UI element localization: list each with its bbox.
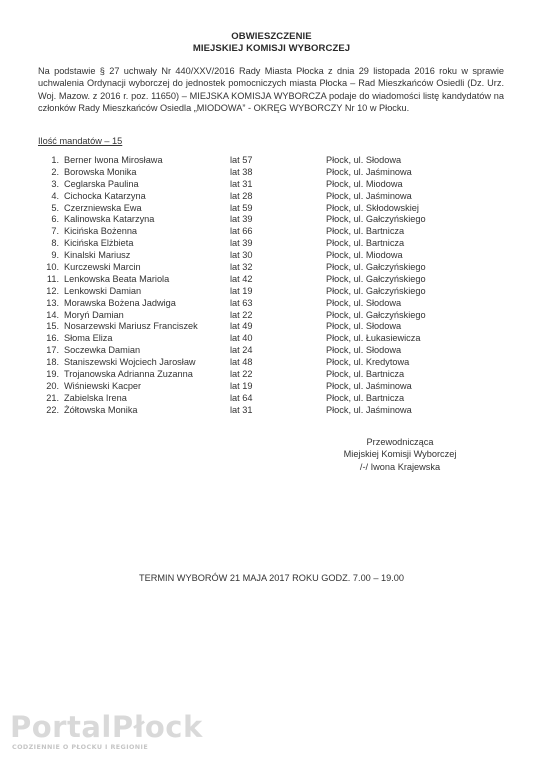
candidate-number: 15. (46, 321, 59, 332)
candidate-number: 11. (46, 273, 59, 284)
candidate-number: 21. (46, 392, 59, 403)
candidate-address: Płock, ul. Słodowa (326, 345, 402, 356)
candidate-age: lat 59 (230, 202, 253, 213)
candidate-number: 12. (46, 285, 59, 296)
intro-text-part1: Na podstawie § 27 uchwały Nr 440/XXV/2016 Rady Miasta Płocka z dnia 29 listopada 2016 roku w sprawie uchwalenia Ordynacji wyborczej do jednostek pomocniczych miasta Płocka – Rad Mieszkańców Osiedli (Dz. Urz. Woj. Mazow. z 2016 r. poz. 11650) – (38, 66, 504, 101)
candidate-address: Płock, ul. Miodowa (326, 178, 403, 189)
candidate-address: Płock, ul. Miodowa (326, 250, 403, 261)
candidate-name: Słoma Eliza (64, 333, 113, 344)
candidate-row (38, 298, 508, 310)
candidate-name: Moryń Damian (64, 309, 124, 320)
signature-block (310, 436, 490, 473)
candidate-age: lat 32 (230, 262, 253, 273)
candidate-name: Czerzniewska Ewa (64, 202, 142, 213)
candidate-number: 4. (51, 190, 59, 201)
candidate-number: 18. (46, 357, 59, 368)
candidate-name: Kicińska Elżbieta (64, 238, 134, 249)
candidate-age: lat 49 (230, 321, 253, 332)
intro-text-part2: podaje do wiadomości listę kandydatów na członków Rady Mieszkańców Osiedla „MIODOWA” - OKRĘG WYBORCZY Nr 10 w Płocku. (38, 90, 504, 113)
watermark-tagline: CODZIENNIE O PŁOCKU I REGIONIE (12, 743, 149, 751)
candidate-number: 19. (46, 369, 59, 380)
candidate-name: Kicińska Bożenna (64, 226, 138, 237)
candidate-address: Płock, ul. Jaśminowa (326, 166, 412, 177)
candidate-number: 6. (51, 214, 59, 225)
candidate-address: Płock, ul. Bartnicza (326, 392, 405, 403)
candidate-age: lat 64 (230, 392, 253, 403)
candidate-number: 9. (51, 250, 59, 261)
candidate-name: Kurczewski Marcin (64, 262, 141, 273)
candidate-name: Soczewka Damian (64, 345, 141, 356)
watermark-logo-text: PortalPłock (10, 710, 203, 744)
candidate-row (38, 203, 508, 215)
candidate-number: 5. (51, 202, 59, 213)
candidate-age: lat 66 (230, 226, 253, 237)
candidate-row (38, 310, 508, 322)
candidate-name: Lenkowska Beata Mariola (64, 273, 170, 284)
election-date-footer: TERMIN WYBORÓW 21 MAJA 2017 ROKU GODZ. 7.00 – 19.00 (139, 573, 404, 583)
candidate-number: 3. (51, 178, 59, 189)
document-title: OBWIESZCZENIE (231, 31, 312, 42)
candidate-age: lat 19 (230, 285, 253, 296)
candidate-address: Płock, ul. Jaśminowa (326, 190, 412, 201)
candidate-list (38, 155, 508, 417)
candidate-row (38, 262, 508, 274)
candidate-row (38, 381, 508, 393)
candidate-number: 7. (51, 226, 59, 237)
candidate-row (38, 333, 508, 345)
candidate-address: Płock, ul. Jaśminowa (326, 404, 412, 415)
candidate-address: Płock, ul. Gałczyńskiego (326, 309, 426, 320)
candidate-name: Kalinowska Katarzyna (64, 214, 155, 225)
candidate-age: lat 31 (230, 404, 253, 415)
candidate-address: Płock, ul. Gałczyńskiego (326, 273, 426, 284)
candidate-name: Trojanowska Adrianna Zuzanna (64, 369, 193, 380)
candidate-address: Płock, ul. Gałczyńskiego (326, 214, 426, 225)
candidate-number: 20. (46, 380, 59, 391)
candidate-address: Płock, ul. Skłodowskiej (326, 202, 419, 213)
candidate-number: 10. (46, 262, 59, 273)
candidate-name: Morawska Bożena Jadwiga (64, 297, 176, 308)
candidate-age: lat 30 (230, 250, 253, 261)
candidate-name: Żółtowska Monika (64, 404, 138, 415)
candidate-name: Cichocka Katarzyna (64, 190, 146, 201)
candidate-row (38, 357, 508, 369)
candidate-row (38, 393, 508, 405)
candidate-row (38, 274, 508, 286)
candidate-name: Ceglarska Paulina (64, 178, 139, 189)
candidate-age: lat 48 (230, 357, 253, 368)
candidate-address: Płock, ul. Kredytowa (326, 357, 410, 368)
candidate-age: lat 28 (230, 190, 253, 201)
candidate-name: Zabielska Irena (64, 392, 127, 403)
candidate-address: Płock, ul. Słodowa (326, 321, 402, 332)
candidate-age: lat 40 (230, 333, 253, 344)
candidate-age: lat 22 (230, 369, 253, 380)
candidate-row (38, 369, 508, 381)
candidate-address: Płock, ul. Gałczyńskiego (326, 262, 426, 273)
candidate-row (38, 214, 508, 226)
candidate-age: lat 42 (230, 273, 253, 284)
candidate-name: Borowska Monika (64, 166, 137, 177)
candidate-address: Płock, ul. Bartnicza (326, 226, 405, 237)
candidate-address: Płock, ul. Słodowa (326, 155, 402, 165)
intro-paragraph (38, 65, 504, 114)
candidate-age: lat 63 (230, 297, 253, 308)
candidate-name: Berner Iwona Mirosława (64, 155, 163, 165)
mandates-count: Ilość mandatów – 15 (38, 136, 123, 146)
candidate-address: Płock, ul. Słodowa (326, 297, 402, 308)
candidate-name: Nosarzewski Mariusz Franciszek (64, 321, 198, 332)
candidate-row (38, 405, 508, 417)
candidate-number: 14. (46, 309, 59, 320)
candidate-row (38, 226, 508, 238)
candidate-row (38, 250, 508, 262)
candidate-row (38, 155, 508, 167)
candidate-row (38, 167, 508, 179)
signature-body: Miejskiej Komisji Wyborczej (343, 449, 457, 460)
candidate-age: lat 19 (230, 380, 253, 391)
candidate-address: Płock, ul. Bartnicza (326, 238, 405, 249)
candidate-address: Płock, ul. Łukasiewicza (326, 333, 421, 344)
candidate-address: Płock, ul. Gałczyńskiego (326, 285, 426, 296)
candidate-address: Płock, ul. Jaśminowa (326, 380, 412, 391)
candidate-age: lat 22 (230, 309, 253, 320)
candidate-number: 13. (46, 297, 59, 308)
candidate-age: lat 57 (230, 155, 253, 165)
candidate-row (38, 286, 508, 298)
candidate-number: 8. (51, 238, 59, 249)
candidate-address: Płock, ul. Bartnicza (326, 369, 405, 380)
candidate-number: 22. (46, 404, 59, 415)
signature-name: /-/ Iwona Krajewska (359, 461, 441, 472)
candidate-number: 1. (51, 155, 59, 165)
candidate-row (38, 238, 508, 250)
candidate-age: lat 39 (230, 238, 253, 249)
candidate-name: Staniszewski Wojciech Jarosław (64, 357, 196, 368)
candidate-name: Wiśniewski Kacper (64, 380, 142, 391)
candidate-number: 2. (51, 166, 59, 177)
candidate-age: lat 39 (230, 214, 253, 225)
candidate-age: lat 31 (230, 178, 253, 189)
intro-text-emphasis: MIEJSKA KOMISJA WYBORCZA (189, 90, 327, 101)
candidate-name: Kinalski Mariusz (64, 250, 131, 261)
candidate-row (38, 191, 508, 203)
candidate-name: Lenkowski Damian (64, 285, 142, 296)
candidate-number: 17. (46, 345, 59, 356)
candidate-row (38, 345, 508, 357)
candidate-row (38, 179, 508, 191)
document-subtitle: MIEJSKIEJ KOMISJI WYBORCZEJ (192, 43, 351, 54)
portal-watermark (10, 710, 203, 760)
candidate-number: 16. (46, 333, 59, 344)
candidate-age: lat 38 (230, 166, 253, 177)
candidate-row (38, 321, 508, 333)
signature-role: Przewodnicząca (366, 437, 434, 447)
candidate-age: lat 24 (230, 345, 253, 356)
